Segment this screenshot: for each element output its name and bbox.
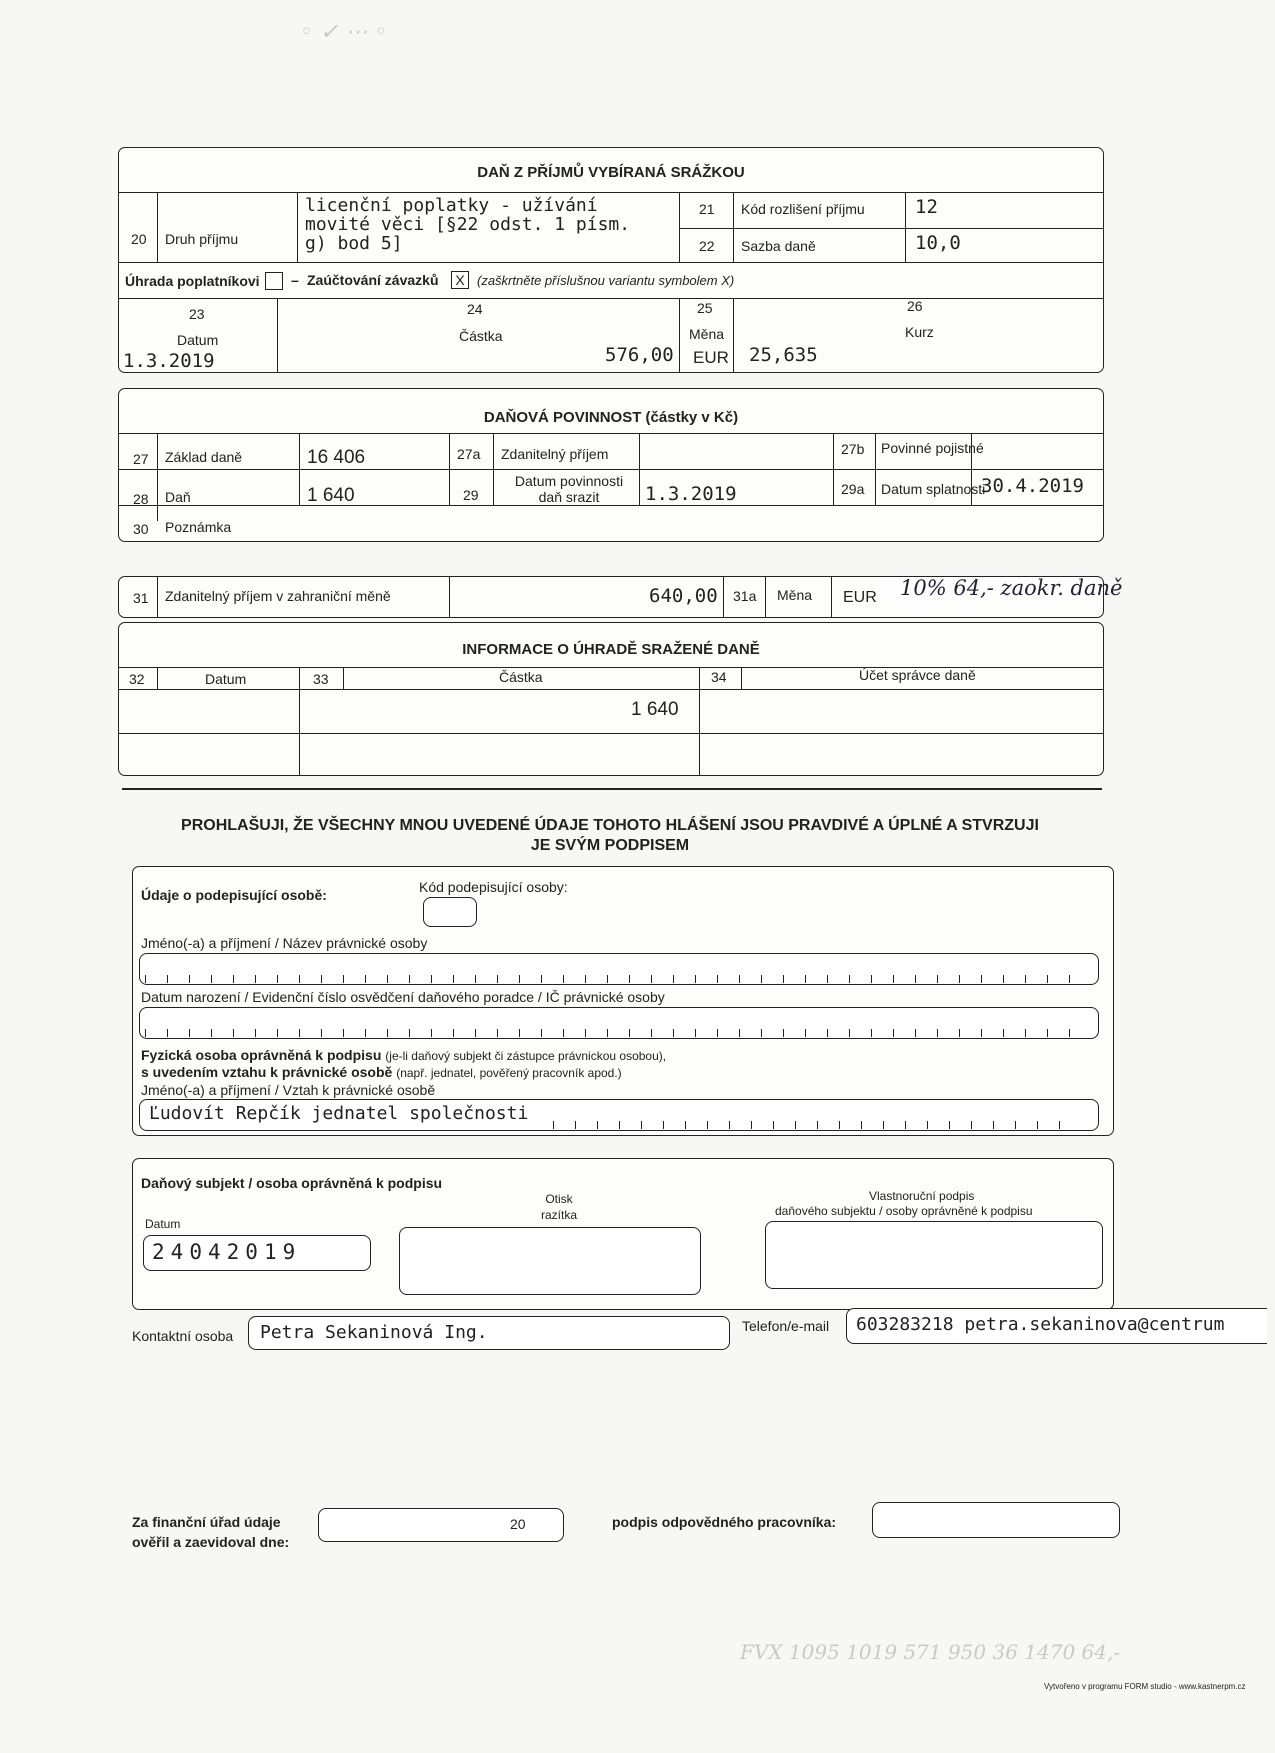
date-digit: 4 bbox=[207, 1240, 221, 1264]
signature-box[interactable] bbox=[765, 1221, 1103, 1289]
due-date-value: 30.4.2019 bbox=[981, 475, 1084, 497]
field-27-label: Základ daně bbox=[165, 449, 243, 465]
declaration-title bbox=[118, 816, 1102, 856]
date-digit: 9 bbox=[282, 1240, 296, 1264]
withholding-date-value: 1.3.2019 bbox=[645, 483, 737, 505]
field-31-number: 31 bbox=[133, 590, 149, 606]
field-21-number: 21 bbox=[699, 201, 715, 217]
generator-note: Vytvořeno v programu FORM studio - www.kastnerpm.cz bbox=[1044, 1682, 1246, 1691]
signature-date-digits bbox=[152, 1240, 295, 1264]
field-34-label: Účet správce daně bbox=[859, 667, 976, 683]
name-label: Jméno(-a) a příjmení / Název právnické osoby bbox=[141, 935, 428, 951]
section-title-liability: DAŇOVÁ POVINNOST (částky v Kč) bbox=[483, 409, 739, 426]
declaration-title-line: PROHLAŠUJI, ŽE VŠECHNY MNOU UVEDENÉ ÚDAJE TOHOTO HLÁŠENÍ JSOU PRAVDIVÉ A ÚPLNÉ A STVRZUJI bbox=[181, 817, 1039, 834]
authorized-note: (je-li daňový subjekt či zástupce právnickou osobou), bbox=[385, 1049, 667, 1063]
handwritten-rate-note: 10% 64,- zaokr. daně bbox=[900, 576, 1123, 600]
field-30-label: Poznámka bbox=[165, 519, 232, 535]
birth-id-input-ticks bbox=[145, 1029, 1075, 1037]
office-year-prefix: 20 bbox=[510, 1516, 526, 1532]
section-title-tax: DAŇ Z PŘÍJMŮ VYBÍRANÁ SRÁŽKOU bbox=[477, 164, 745, 181]
foreign-income-value: 640,00 bbox=[649, 585, 718, 607]
section-title-payment: INFORMACE O ÚHRADĚ SRAŽENÉ DANĚ bbox=[462, 641, 760, 658]
field-26-number: 26 bbox=[907, 298, 923, 314]
field-27-number: 27 bbox=[133, 451, 149, 467]
tax-rate-value: 10,0 bbox=[915, 232, 961, 254]
field-33-label: Částka bbox=[499, 669, 543, 685]
field-33-number: 33 bbox=[313, 671, 329, 687]
date-digit: 4 bbox=[170, 1240, 184, 1264]
settlement-checkbox[interactable]: X bbox=[451, 271, 469, 289]
signer-code-label: Kód podepisující osoby: bbox=[419, 879, 568, 895]
field-31-label: Zdanitelný příjem v zahraniční měně bbox=[165, 588, 391, 604]
signer-section bbox=[132, 866, 1114, 1136]
income-type-line: licenční poplatky - užívání bbox=[305, 195, 598, 216]
date-digit: 2 bbox=[226, 1240, 240, 1264]
date-digit: 0 bbox=[245, 1240, 258, 1264]
variant-note: (zaškrtněte příslušnou variantu symbolem X) bbox=[477, 273, 735, 288]
field-22-number: 22 bbox=[699, 238, 715, 254]
signature-label-line1: Vlastnoruční podpis bbox=[869, 1189, 975, 1203]
handwritten-bottom-note: FVX 1095 1019 571 950 36 1470 64,- bbox=[740, 1640, 1121, 1664]
field-32-label: Datum bbox=[205, 671, 247, 687]
field-29-number: 29 bbox=[463, 487, 479, 503]
officer-signature-box[interactable] bbox=[872, 1502, 1120, 1538]
field-31a-label: Měna bbox=[777, 587, 813, 603]
signer-info-label: Údaje o podepisující osobě: bbox=[141, 887, 327, 903]
authorized-relation-label bbox=[141, 1064, 622, 1080]
field-26-label: Kurz bbox=[905, 324, 934, 340]
field-25-label: Měna bbox=[689, 326, 725, 342]
field-20-number: 20 bbox=[131, 231, 147, 247]
contact-person-value: Petra Sekaninová Ing. bbox=[260, 1322, 488, 1343]
field-34-number: 34 bbox=[711, 669, 727, 685]
office-label bbox=[132, 1512, 289, 1552]
signature-section-title: Daňový subjekt / osoba oprávněná k podpisu bbox=[141, 1175, 443, 1191]
phone-email-value: 603283218 petra.sekaninova@centrum bbox=[856, 1314, 1225, 1335]
income-code-value: 12 bbox=[915, 196, 938, 218]
relation-value: Ľudovít Repčík jednatel společnosti bbox=[149, 1103, 529, 1124]
payment-to-taxpayer-checkbox[interactable] bbox=[265, 272, 283, 290]
office-label-line: ověřil a zaevidoval dne: bbox=[132, 1534, 290, 1550]
contact-person-label: Kontaktní osoba bbox=[132, 1328, 234, 1344]
field-29a-label: Datum splatnosti bbox=[881, 481, 986, 497]
field-32-number: 32 bbox=[129, 671, 145, 687]
paid-amount-value: 1 640 bbox=[631, 699, 679, 720]
officer-signature-label: podpis odpovědného pracovníka: bbox=[612, 1514, 837, 1530]
field-27b-number: 27b bbox=[841, 441, 865, 457]
office-label-line: Za finanční úřad údaje bbox=[132, 1514, 281, 1530]
field-31a-number: 31a bbox=[733, 588, 757, 604]
settlement-label: Zaúčtování závazků bbox=[307, 272, 439, 288]
authorized-note: (např. jednatel, pověřený pracovník apod.) bbox=[396, 1066, 622, 1080]
field-27a-number: 27a bbox=[457, 446, 481, 462]
authorized-person-label bbox=[141, 1047, 666, 1063]
signer-code-input[interactable] bbox=[423, 897, 477, 927]
option-dash: – bbox=[291, 272, 299, 288]
tax-withholding-section bbox=[118, 147, 1104, 373]
tax-liability-section bbox=[118, 388, 1104, 542]
field-27b-label: Povinné pojistné bbox=[881, 440, 984, 456]
exchange-rate-value: 25,635 bbox=[749, 344, 818, 366]
income-type-line: g) bod 5] bbox=[305, 233, 403, 254]
stamp-label: Otisk razítka bbox=[540, 1192, 577, 1222]
payment-to-taxpayer-label: Úhrada poplatníkovi bbox=[125, 273, 260, 289]
field-24-number: 24 bbox=[467, 301, 483, 317]
field-27a-label: Zdanitelný příjem bbox=[501, 446, 609, 462]
name-input-ticks bbox=[145, 975, 1075, 983]
field-28-label: Daň bbox=[165, 489, 191, 505]
date-digit: 2 bbox=[152, 1240, 165, 1264]
relation-label: Jméno(-a) a příjmení / Vztah k právnické osobě bbox=[141, 1082, 436, 1098]
show-through-mark: ◦ ✓ ⋯ ◦ bbox=[300, 20, 388, 45]
field-21-label: Kód rozlišení příjmu bbox=[741, 201, 865, 217]
field-30-number: 30 bbox=[133, 521, 149, 537]
date-23-value: 1.3.2019 bbox=[123, 350, 215, 372]
foreign-currency-value: EUR bbox=[843, 589, 877, 606]
tax-base-value: 16 406 bbox=[307, 447, 366, 468]
field-20-label: Druh příjmu bbox=[165, 231, 239, 247]
divider bbox=[122, 788, 1102, 790]
signature-label-line2: daňového subjektu / osoby oprávněné k podpisu bbox=[775, 1204, 1033, 1218]
date-digit: 1 bbox=[263, 1240, 277, 1264]
field-23-number: 23 bbox=[189, 306, 205, 322]
field-22-label: Sazba daně bbox=[741, 238, 816, 254]
income-type-value bbox=[305, 196, 630, 253]
field-25-number: 25 bbox=[697, 300, 713, 316]
date-digit: 0 bbox=[189, 1240, 202, 1264]
field-23-label: Datum bbox=[177, 332, 219, 348]
stamp-box bbox=[399, 1227, 701, 1295]
amount-24-value: 576,00 bbox=[605, 344, 674, 366]
field-28-number: 28 bbox=[133, 491, 149, 507]
field-29-label: Datum povinnosti daň srazit bbox=[514, 473, 624, 505]
currency-25-value: EUR bbox=[693, 348, 729, 367]
tax-value: 1 640 bbox=[307, 485, 355, 506]
payment-info-section bbox=[118, 622, 1104, 776]
signature-date-input[interactable] bbox=[143, 1235, 371, 1271]
authorized-line: s uvedením vztahu k právnické osobě bbox=[141, 1064, 393, 1080]
authorized-line: Fyzická osoba oprávněná k podpisu bbox=[141, 1047, 382, 1063]
signature-section bbox=[132, 1158, 1114, 1310]
signature-date-label: Datum bbox=[145, 1217, 181, 1231]
relation-input-ticks bbox=[553, 1121, 1073, 1129]
phone-email-label: Telefon/e-mail bbox=[742, 1318, 830, 1334]
field-24-label: Částka bbox=[459, 328, 503, 344]
declaration-title-line: JE SVÝM PODPISEM bbox=[530, 837, 690, 854]
birth-id-label: Datum narození / Evidenční číslo osvědčení daňového poradce / IČ právnické osoby bbox=[141, 989, 665, 1005]
income-type-line: movité věci [§22 odst. 1 písm. bbox=[305, 214, 631, 235]
office-date-input[interactable] bbox=[318, 1508, 564, 1542]
field-29a-number: 29a bbox=[841, 481, 865, 497]
